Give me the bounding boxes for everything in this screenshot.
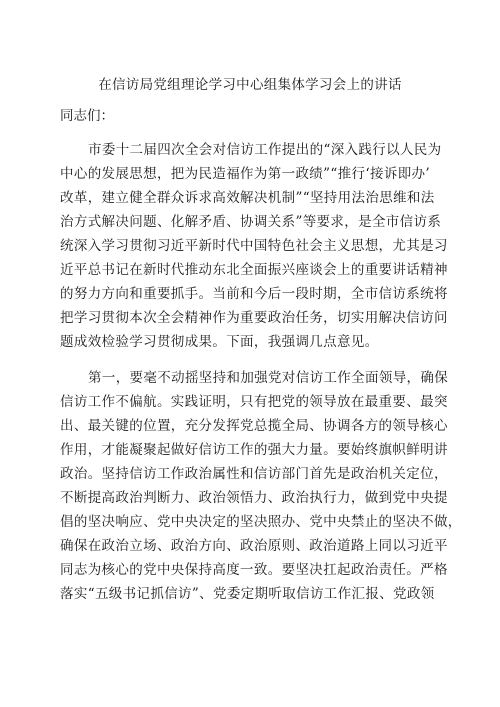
paragraph-1-line-6: 近平总书记在新时代推动东北全面振兴座谈会上的重要讲话精神	[60, 262, 448, 278]
paragraph-2-line-6: 不断提高政治判断力、政治领悟力、政治执行力，做到党中央提	[60, 490, 448, 506]
paragraph-1-line-8: 把学习贯彻本次全会精神作为重要政治任务，切实用解决信访问	[60, 310, 448, 326]
paragraph-2-line-5: 政治。坚持信访工作政治属性和信访部门首先是政治机关定位，	[60, 466, 448, 482]
paragraph-2-line-8: 确保在政治立场、政治方向、政治原则、政治道路上同以习近平	[60, 538, 448, 554]
paragraph-2-line-2: 信访工作不偏航。实践证明，只有把党的领导放在最重要、最突	[60, 394, 448, 410]
paragraph-2-line-4: 作用，才能凝聚起做好信访工作的强大力量。要始终旗帜鲜明讲	[60, 442, 448, 458]
salutation: 同志们：	[60, 108, 114, 124]
paragraph-2-line-7: 倡的坚决响应、党中央决定的坚决照办、党中央禁止的坚决不做，	[60, 514, 462, 530]
paragraph-1-line-1: 市委十二届四次全会对信访工作提出的“深入践行以人民为	[88, 142, 442, 158]
paragraph-1-line-2: 中心的发展思想，把为民造福作为第一政绩”“推行‘接诉即办’	[60, 166, 431, 182]
paragraph-2-line-1: 第一，要毫不动摇坚持和加强党对信访工作全面领导，确保	[88, 370, 449, 386]
paragraph-1-line-9: 题成效检验学习贯彻成果。下面，我强调几点意见。	[60, 334, 379, 350]
paragraph-2-line-9: 同志为核心的党中央保持高度一致。要坚决扛起政治责任。严格	[60, 562, 448, 578]
paragraph-2-line-3: 出、最关键的位置，充分发挥党总揽全局、协调各方的领导核心	[60, 418, 448, 434]
document-title: 在信访局党组理论学习中心组集体学习会上的讲话	[98, 77, 402, 93]
paragraph-1-line-4: 治方式解决问题、化解矛盾、协调关系”等要求，是全市信访系	[60, 214, 442, 230]
paragraph-1-line-5: 统深入学习贯彻习近平新时代中国特色社会主义思想，尤其是习	[60, 238, 448, 254]
paragraph-1-line-7: 的努力方向和重要抓手。当前和今后一段时期，全市信访系统将	[60, 286, 448, 302]
paragraph-2-line-10: 落实“五级书记抓信访”、党委定期听取信访工作汇报、党政领	[60, 586, 435, 602]
paragraph-1-line-3: 改革，建立健全群众诉求高效解决机制”“坚持用法治思维和法	[60, 190, 435, 206]
